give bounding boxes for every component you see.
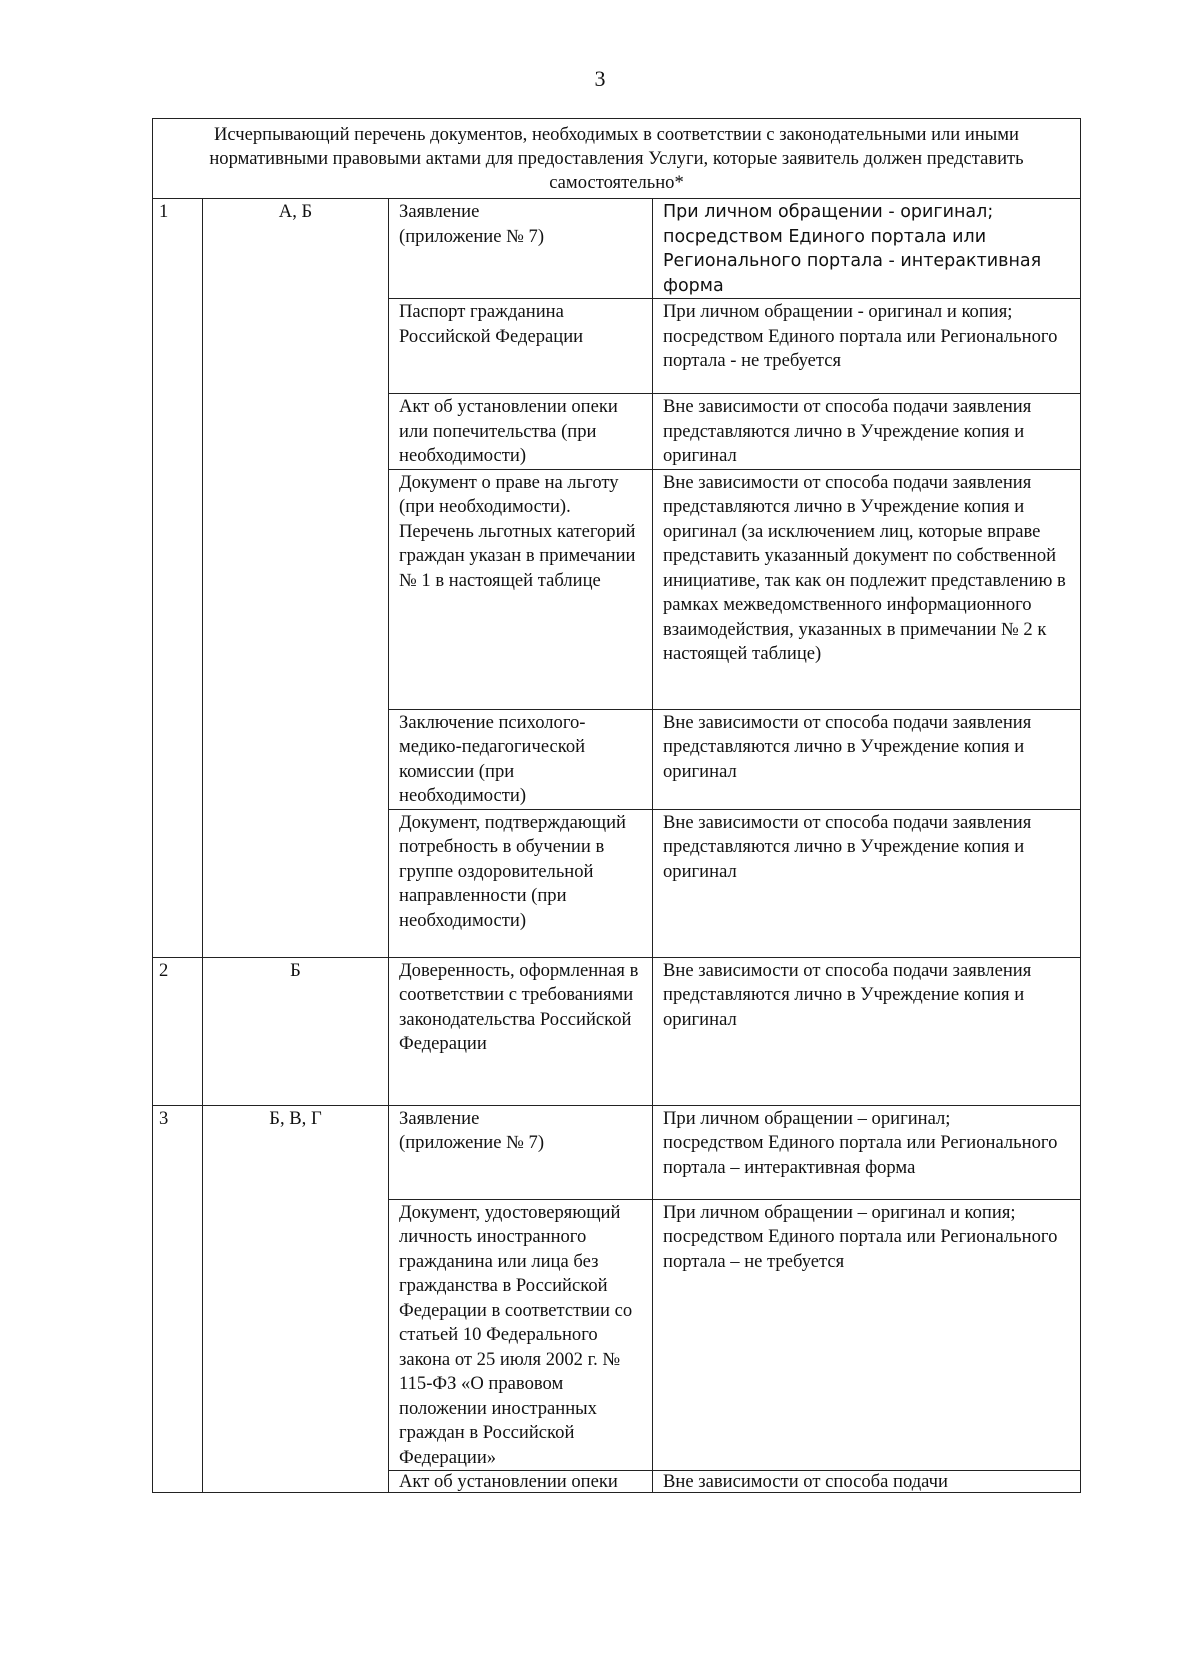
submission-note: Вне зависимости от способа подачи заявления представляются лично в Учреждение копия и оригинал bbox=[653, 394, 1081, 470]
submission-note: Вне зависимости от способа подачи заявления представляются лично в Учреждение копия и оригинал (за исключением лиц, которые вправе представить указанный документ по собственной инициативе, так как он подлежит представлению в рамках межведомственного информационного взаимодействия, указанных в примечании № 2 к настоящей таблице) bbox=[653, 469, 1081, 709]
submission-note: Вне зависимости от способа подачи заявления представляются лично в Учреждение копия и оригинал bbox=[653, 957, 1081, 1105]
document-name: Документ о праве на льготу (при необходимости). Перечень льготных категорий граждан указан в примечании № 1 в настоящей таблице bbox=[389, 469, 653, 709]
row-number: 2 bbox=[153, 957, 203, 1105]
table-header: Исчерпывающий перечень документов, необходимых в соответствии с законодательными или иными нормативными правовыми актами для предоставления Услуги, которые заявитель должен представить самостоятельно* bbox=[153, 119, 1081, 199]
applicant-categories: Б, В, Г bbox=[203, 1105, 389, 1493]
document-name: Паспорт гражданина Российской Федерации bbox=[389, 299, 653, 394]
document-name: Документ, удостоверяющий личность иностранного гражданина или лица без гражданства в Российской Федерации в соответствии со статьей 10 Федерального закона от 25 июля 2002 г. № 115-ФЗ «О правовом положении иностранных граждан в Российской Федерации» bbox=[389, 1199, 653, 1471]
document-name: Доверенность, оформленная в соответствии с требованиями законодательства Российской Федерации bbox=[389, 957, 653, 1105]
document-name: Заявление (приложение № 7) bbox=[389, 199, 653, 299]
table-row bbox=[153, 957, 1081, 1105]
submission-note: Вне зависимости от способа подачи заявления представляются лично в Учреждение копия и оригинал bbox=[653, 809, 1081, 957]
submission-note: Вне зависимости от способа подачи bbox=[653, 1471, 1081, 1493]
document-name: Акт об установлении опеки или попечительства (при необходимости) bbox=[389, 394, 653, 470]
applicant-categories: Б bbox=[203, 957, 389, 1105]
document-name: Заключение психолого-медико-педагогической комиссии (при необходимости) bbox=[389, 709, 653, 809]
submission-note: При личном обращении – оригинал и копия; посредством Единого портала или Регионального портала – не требуется bbox=[653, 1199, 1081, 1471]
documents-table bbox=[152, 118, 1081, 1493]
page-number: 3 bbox=[594, 66, 606, 91]
submission-note: Вне зависимости от способа подачи заявления представляются лично в Учреждение копия и оригинал bbox=[653, 709, 1081, 809]
table-row bbox=[153, 199, 1081, 299]
submission-note: При личном обращении - оригинал; посредством Единого портала или Регионального портала - интерактивная форма bbox=[653, 199, 1081, 299]
submission-note: При личном обращении – оригинал; посредством Единого портала или Регионального портала – интерактивная форма bbox=[653, 1105, 1081, 1199]
row-number: 3 bbox=[153, 1105, 203, 1493]
row-number: 1 bbox=[153, 199, 203, 958]
document-name: Заявление (приложение № 7) bbox=[389, 1105, 653, 1199]
document-name: Документ, подтверждающий потребность в обучении в группе оздоровительной направленности (при необходимости) bbox=[389, 809, 653, 957]
table-row bbox=[153, 1105, 1081, 1199]
applicant-categories: А, Б bbox=[203, 199, 389, 958]
submission-note: При личном обращении - оригинал и копия; посредством Единого портала или Регионального портала - не требуется bbox=[653, 299, 1081, 394]
table-header-row bbox=[153, 119, 1081, 199]
document-name: Акт об установлении опеки bbox=[389, 1471, 653, 1493]
